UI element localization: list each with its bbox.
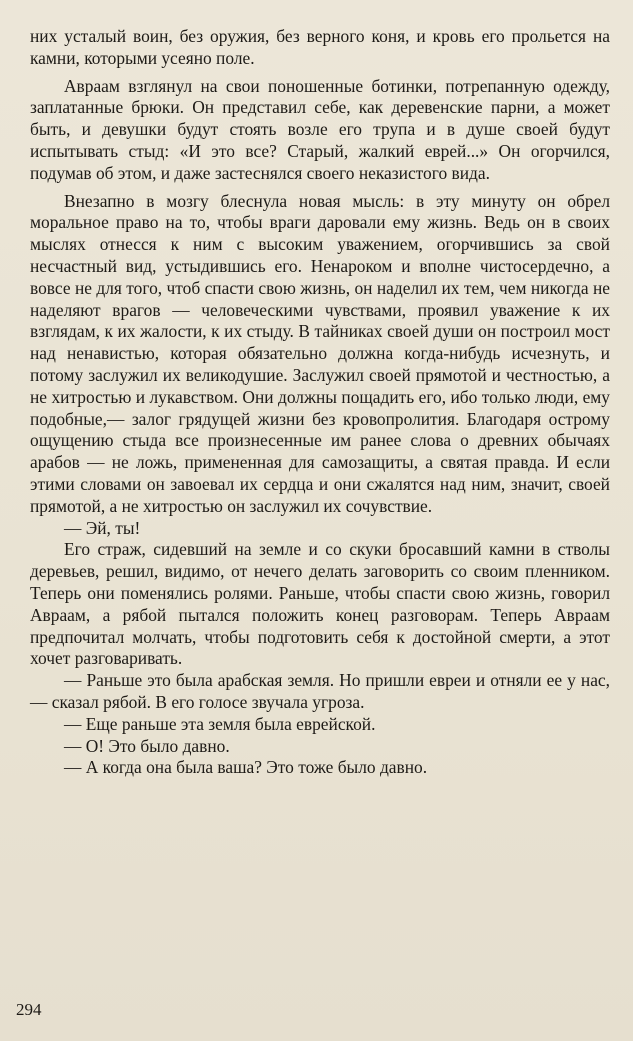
dialogue-line: — Еще раньше эта земля была еврейской. [64, 713, 376, 734]
dialogue-line: — Эй, ты! [64, 517, 141, 538]
dialogue-line: — Раньше это была арабская земля. Но пришли евреи и отняли ее у нас,— сказал рябой. В его голосе звучала угроза. [30, 670, 610, 712]
dialogue-line: — А когда она была ваша? Это тоже было давно. [64, 757, 428, 778]
dialogue-line: — О! Это было давно. [64, 735, 230, 756]
paragraph-continuation: них усталый воин, без оружия, без верного коня, и кровь его прольется на камни, которыми усеяно поле. [30, 26, 610, 68]
paragraph-new-thought: Внезапно в мозгу блеснула новая мысль: в эту минуту он обрел моральное право на то, чтобы враги даровали ему жизнь. Ведь он в своих мыслях отнесся к ним с высоким уважением, огорчившись за свой несчастный вид, устыдившись его. Ненароком и вполне чистосердечно, а вовсе не для того, чтоб спасти свою жизнь, он наделил их тем, чем никогда не наделяют врагов — человеческими чувствами, проявил уважение к их взглядам, к их жалости, к их стыду. В тайниках своей души он построил мост над ненавистью, которая обязательно должна когда-нибудь исчезнуть, и потому заслужил их великодушие. Заслужил своей прямотой и честностью, а не хитростью и лукавством. Они должны пощадить его, ибо только люди, ему подобные,— залог грядущей жизни без кровопролития. Благодаря острому ощущению стыда все произнесенные им ранее слова о древних обычаях арабов — не ложь, примененная для самозащиты, а святая правда. И если этими словами он завоевал их сердца и они сжалятся над ним, значит, своей прямотой, а не хитростью он заслужил их сочувствие. [30, 190, 610, 516]
paragraph-guard: Его страж, сидевший на земле и со скуки бросавший камни в стволы деревьев, решил, видимо, от нечего делать заговорить со своим пленником. Теперь они поменялись ролями. Раньше, чтобы спасти свою жизнь, говорил Авраам, а рябой пытался положить конец разговорам. Теперь Авраам предпочитал молчать, чтобы подготовить себя к достойной смерти, а этот хочет разговаривать. [30, 539, 610, 669]
page-text [30, 26, 610, 779]
paragraph-boots: Авраам взглянул на свои поношенные ботинки, потрепанную одежду, заплатанные брюки. Он представил себе, как деревенские парни, а может быть, и девушки будут стоять возле его трупа и в душе своей будут испытывать стыд: «И это все? Старый, жалкий еврей...» Он огорчился, подумав об этом, и даже застеснялся своего неказистого вида. [30, 75, 610, 183]
page-number: 294 [16, 1000, 42, 1019]
